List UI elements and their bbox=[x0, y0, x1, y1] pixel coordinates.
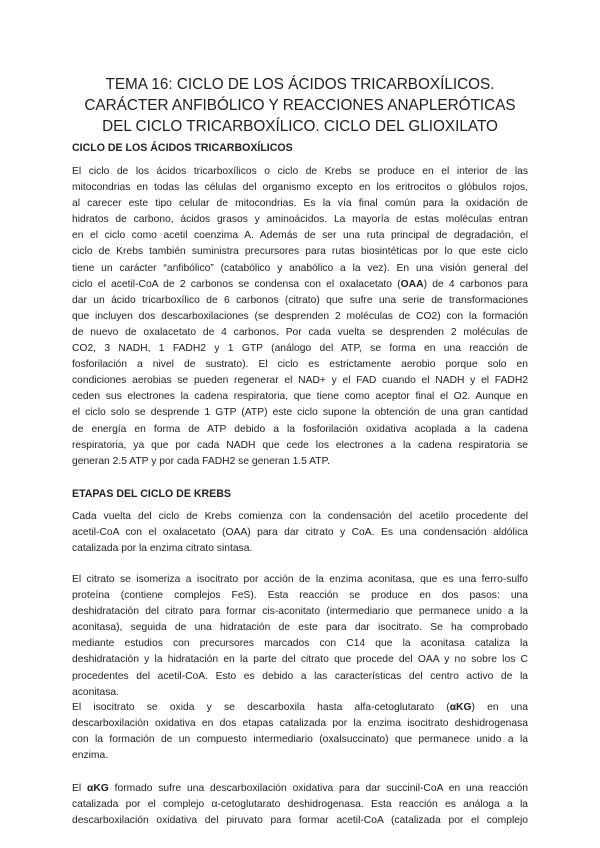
text-line: aconitasa. bbox=[72, 686, 119, 698]
text-line: El isocitrato se oxida y se descarboxila hasta alfa-cetoglutarato (αKG) en una bbox=[72, 702, 528, 713]
text-line: descarboxilación oxidativa del piruvato para formar acetil-CoA (catalizada por el complejo bbox=[72, 815, 528, 827]
text-line: proteína (contiene complejos FeS). Esta reacción se produce en dos pasos: una bbox=[72, 590, 528, 602]
text-line: aconitasa), seguida de una hidratación de este para dar isocitrato. Se ha comprobado bbox=[72, 622, 528, 634]
text-line: CO2, 3 NADH, 1 FADH2 y 1 GTP (análogo del ATP, se forma en una reacción de bbox=[72, 343, 528, 355]
text-line: Cada vuelta del ciclo de Krebs comienza con la condensación del acetilo procedente del bbox=[72, 511, 528, 522]
text-line: en el ciclo como acetil coenzima A. Además de ser una ruta principal de degradación, el bbox=[72, 230, 528, 242]
text-line: catalizada por el complejo α-cetoglutarato deshidrogenasa. Esta reacción es análoga a la bbox=[72, 799, 528, 811]
title-line: DEL CICLO TRICARBOXÍLICO. CICLO DEL GLIOXILATO bbox=[102, 118, 498, 135]
section-heading-etapas: ETAPAS DEL CICLO DE KREBS bbox=[72, 488, 231, 500]
text-line: El citrato se isomeriza a isocitrato por acción de la enzima aconitasa, que es una ferro-sulfo bbox=[72, 574, 528, 585]
paragraph-alfa-cetoglutarato bbox=[72, 781, 528, 829]
document-title bbox=[60, 74, 540, 137]
text-line: descarboxilación oxidativa en dos etapas catalizada por la enzima isocitrato deshidrogenasa bbox=[72, 718, 528, 730]
text-line: fosforilación a nivel de sustrato). El ciclo es estrictamente aerobio porque solo en bbox=[72, 359, 528, 371]
text-line: respiratoria, ya que por cada NADH que cede los electrones a la cadena respiratoria se bbox=[72, 439, 528, 451]
paragraph-citrato-sintasa bbox=[72, 509, 528, 557]
text-line: deshidratación del citrato para formar cis-aconitato (intermediario que permanece unido a la bbox=[72, 606, 528, 618]
text-line: ciclo el acetil-CoA de 2 carbonos se condensa con el oxalacetato (OAA) de 4 carbonos para bbox=[72, 278, 528, 290]
paragraph-ciclo-krebs bbox=[72, 164, 528, 470]
text-line: con la formación de un compuesto intermediario (oxalsuccinato) que permanece unido a la bbox=[72, 734, 528, 746]
text-line: mediante estudios con precursores marcados con C14 que la aconitasa cataliza la bbox=[72, 638, 528, 650]
text-line: deshidratación y la hidratación en la parte del citrato que procede del OAA y no sobre los C bbox=[72, 654, 528, 666]
text-line: enzima. bbox=[72, 750, 109, 762]
text-line: mitocondrias en todas las células del organismo excepto en los eritrocitos o glóbulos rojos, bbox=[72, 182, 528, 194]
text-line: procedentes del acetil-CoA. Esto es debido a las características del centro activo de la bbox=[72, 670, 528, 682]
text-line: de energía en forma de ATP debido a la fosforilación oxidativa acoplada a la cadena bbox=[72, 423, 528, 435]
text-line: el ciclo solo se desprende 1 GTP (ATP) este ciclo supone la obtención de una gran cantidad bbox=[72, 407, 528, 419]
text-line: de nuevo de oxalacetato de 4 carbonos. Por cada vuelta se desprenden 2 moléculas de bbox=[72, 326, 528, 338]
text-line: acetil-CoA con el oxalacetato (OAA) para dar citrato y CoA. Es una condensación aldólica bbox=[72, 527, 528, 539]
title-line: TEMA 16: CICLO DE LOS ÁCIDOS TRICARBOXÍLICOS. bbox=[105, 76, 495, 93]
text-line: condiciones aerobias se pueden regenerar el NAD+ y el FAD cuando el NADH y el FADH2 bbox=[72, 375, 528, 387]
text-line: ceden sus electrones la cadena respiratoria, que tiene como aceptor final el O2. Aunque en bbox=[72, 391, 528, 403]
text-line: dar un ácido tricarboxílico de 6 carbonos (citrato) que sufre una serie de transformaciones bbox=[72, 294, 528, 306]
text-line: hidratos de carbono, ácidos grasos y aminoácidos. La mayoría de estas moléculas entran bbox=[72, 214, 528, 226]
paragraph-isocitrato bbox=[72, 700, 528, 764]
text-line: generan 2.5 ATP y por cada FADH2 se generan 1.5 ATP. bbox=[72, 455, 330, 467]
text-line: al carecer este tipo celular de mitocondrias. Es la vía final común para la oxidación de bbox=[72, 198, 528, 210]
paragraph-aconitasa bbox=[72, 572, 528, 701]
text-line: catalizada por la enzima citrato sintasa. bbox=[72, 543, 253, 555]
text-line: El αKG formado sufre una descarboxilación oxidativa para dar succinil-CoA en una reacción bbox=[72, 783, 528, 794]
text-line: El ciclo de los ácidos tricarboxílicos o ciclo de Krebs se produce en el interior de las bbox=[72, 166, 528, 177]
text-line: que incluyen dos descarboxilaciones (se desprenden 2 moléculas de CO2) con la formación bbox=[72, 310, 528, 322]
text-line: ciclo de Krebs también suministra precursores para rutas biosintéticas por lo que este ciclo bbox=[72, 246, 528, 258]
section-heading-ciclo: CICLO DE LOS ÁCIDOS TRICARBOXÍLICOS bbox=[72, 142, 293, 154]
title-line: CARÁCTER ANFIBÓLICO Y REACCIONES ANAPLERÓTICAS bbox=[84, 97, 516, 114]
text-line: tiene un carácter “anfibólico” (catabólico y anabólico a la vez). En una visión general del bbox=[72, 262, 528, 274]
